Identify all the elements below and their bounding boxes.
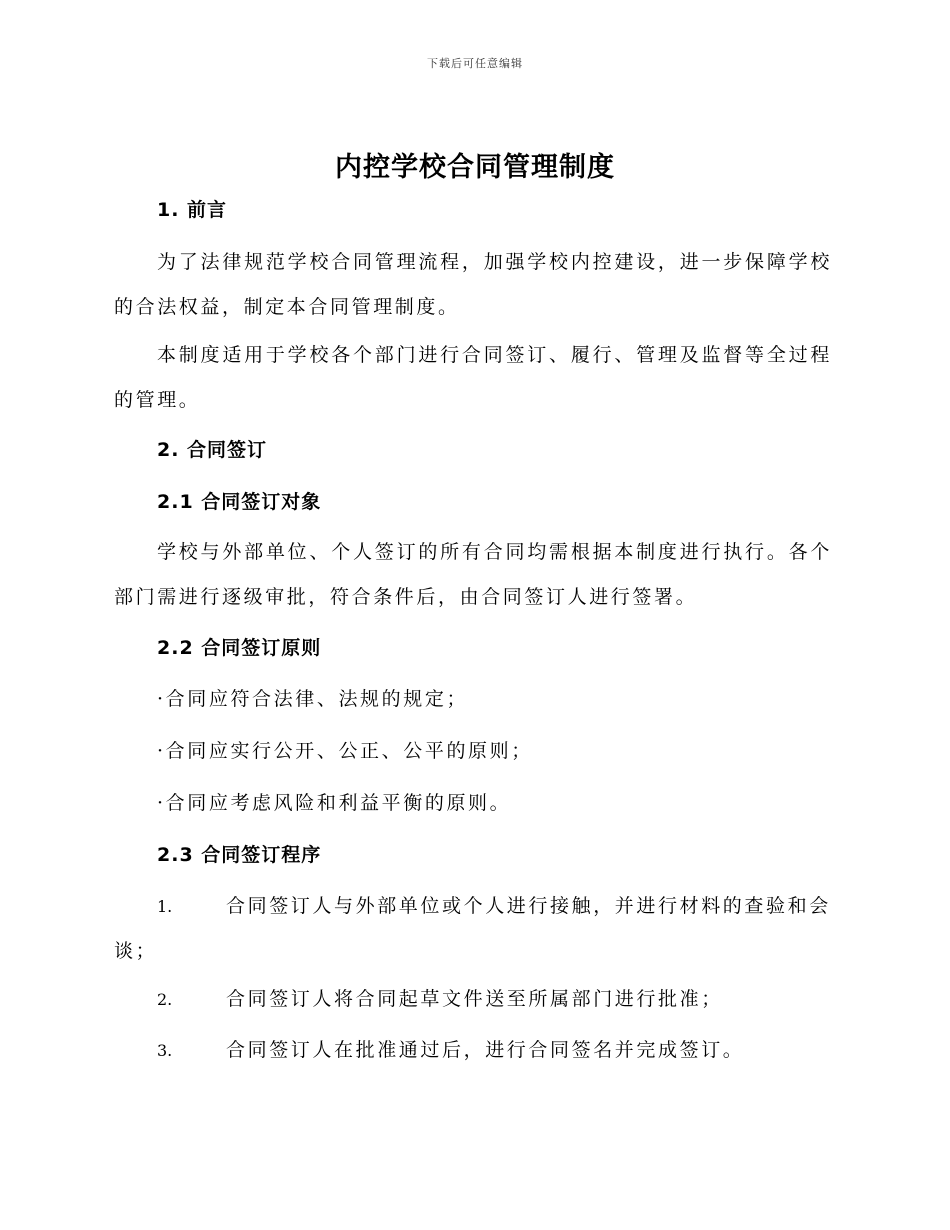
subsection-heading-signing-procedure: 2.3 合同签订程序: [157, 844, 322, 866]
principle-item-legal: ·合同应符合法律、法规的规定；: [157, 688, 469, 710]
procedure-step: [114, 884, 832, 974]
section-heading-preface: 1. 前言: [157, 199, 228, 221]
principle-item-risk-balance: ·合同应考虑风险和利益平衡的原则。: [157, 792, 512, 814]
section-heading-contract-signing: 2. 合同签订: [157, 439, 268, 461]
procedure-step-text: 合同签订人与外部单位或个人进行接触，并进行材料的查验和会谈；: [114, 895, 831, 962]
procedure-step-number: 1.: [157, 897, 173, 916]
paragraph-scope: 本制度适用于学校各个部门进行合同签订、履行、管理及监督等全过程的管理。: [114, 344, 832, 411]
paragraph-signing-parties: 学校与外部单位、个人签订的所有合同均需根据本制度进行执行。各个部门需进行逐级审批，符合条件后，由合同签订人进行签署。: [114, 541, 832, 608]
page-header-note: 下载后可任意编辑: [427, 57, 523, 70]
procedure-step: [114, 1028, 832, 1073]
principle-item-fairness: ·合同应实行公开、公正、公平的原则；: [157, 740, 533, 762]
procedure-step: [114, 977, 832, 1022]
procedure-step-text: 合同签订人在批准通过后，进行合同签名并完成签订。: [226, 1039, 745, 1061]
paragraph-purpose: 为了法律规范学校合同管理流程，加强学校内控建设，进一步保障学校的合法权益，制定本合同管理制度。: [114, 251, 832, 318]
subsection-heading-signing-parties: 2.1 合同签订对象: [157, 491, 322, 513]
subsection-heading-signing-principles: 2.2 合同签订原则: [157, 637, 322, 659]
procedure-step-number: 3.: [157, 1041, 173, 1060]
procedure-step-number: 2.: [157, 990, 173, 1009]
document-title: 内控学校合同管理制度: [335, 152, 615, 183]
procedure-step-text: 合同签订人将合同起草文件送至所属部门进行批准；: [226, 988, 723, 1010]
